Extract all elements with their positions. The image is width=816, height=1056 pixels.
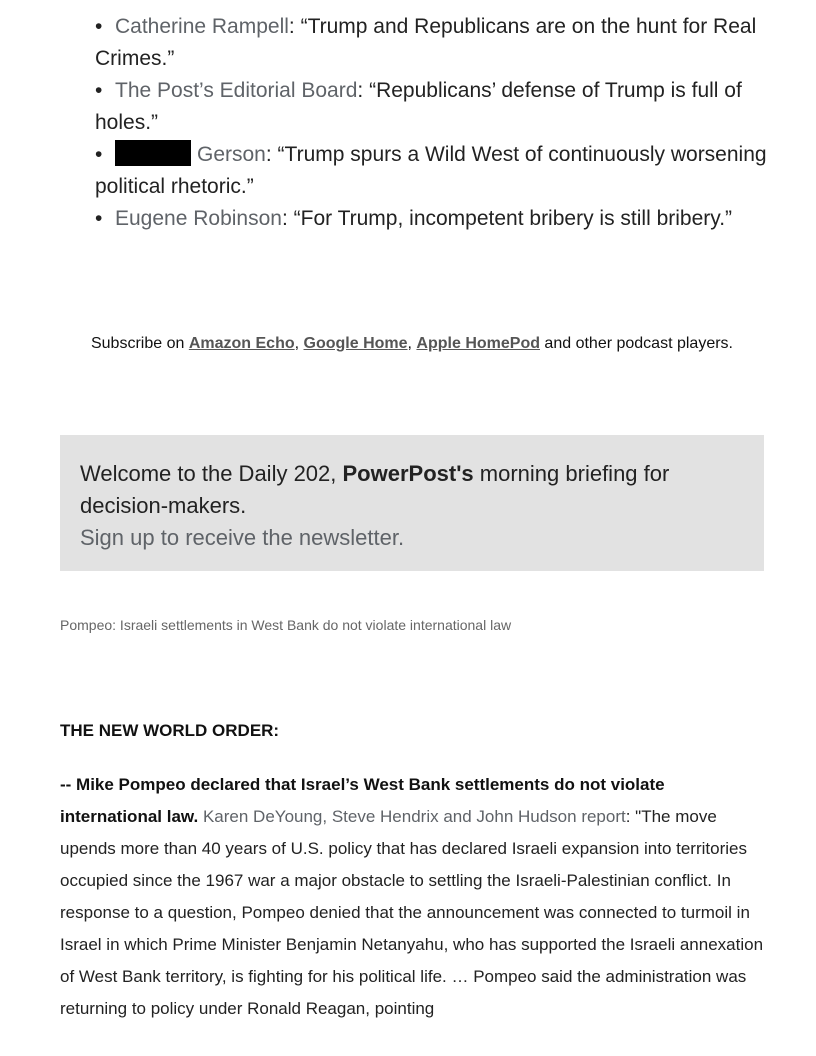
quote-item: • Eugene Robinson: “For Trump, incompetent bribery is still bribery.” (95, 207, 733, 230)
redaction-box (115, 140, 191, 166)
podcast-subscribe-line: Subscribe on Amazon Echo, Google Home, Apple HomePod and other podcast players. (90, 335, 733, 352)
quote-text: : “For Trump, incompetent bribery is still bribery.” (281, 207, 733, 230)
quote-text: : “Trump and Republicans are on the hunt for Real Crimes.” (95, 15, 757, 70)
newsletter-signup-link[interactable]: Sign up to receive the newsletter. (80, 525, 405, 550)
reporters-link[interactable]: Karen DeYoung, Steve Hendrix and John Hudson report (202, 807, 626, 826)
video-caption: Pompeo: Israeli settlements in West Bank do not violate international law (60, 617, 512, 633)
quote-text: : “Republicans’ defense of Trump is full of holes.” (95, 79, 742, 134)
apple-homepod-link[interactable]: Apple HomePod (416, 335, 540, 352)
author-link[interactable]: The Post’s Editorial Board (115, 79, 358, 102)
article-paragraph (60, 769, 770, 1025)
newsletter-promo-box (60, 435, 764, 571)
quote-text: : “Trump spurs a Wild West of continuously worsening political rhetoric.” (95, 143, 767, 198)
article-body: : "The move upends more than 40 years of U.S. policy that has declared Israeli expansion into territories occupied since the 1967 war a major obstacle to settling the Israeli-Palestinian conflict. In response to a question, Pompeo denied that the announcement was connected to turmoil in Israel in which Prime Minister Benjamin Netanyahu, who has supported the Israeli annexation of West Bank territory, is fighting for his political life. … Pompeo said the administration was returning to policy under Ronald Reagan, pointing (60, 807, 764, 1018)
quote-item: • The Post’s Editorial Board: “Republicans’ defense of Trump is full of holes.” (95, 79, 742, 134)
brand-name: PowerPost's (342, 461, 474, 486)
promo-welcome-text: Welcome to the Daily 202, PowerPost's morning briefing for decision-makers. (80, 461, 670, 518)
quote-item: • Gerson: “Trump spurs a Wild West of continuously worsening political rhetoric.” (95, 139, 785, 203)
article-lead: -- Mike Pompeo declared that Israel’s West Bank settlements do not violate international law. (60, 775, 665, 826)
author-link[interactable]: Eugene Robinson (115, 207, 282, 230)
amazon-echo-link[interactable]: Amazon Echo (188, 335, 295, 352)
author-link[interactable]: Catherine Rampell (115, 15, 289, 38)
author-link[interactable]: Gerson (197, 143, 266, 166)
opinion-quotes-list (95, 11, 785, 235)
quote-item: • Catherine Rampell: “Trump and Republicans are on the hunt for Real Crimes.” (95, 15, 757, 70)
google-home-link[interactable]: Google Home (303, 335, 408, 352)
section-heading: THE NEW WORLD ORDER: (60, 721, 280, 740)
